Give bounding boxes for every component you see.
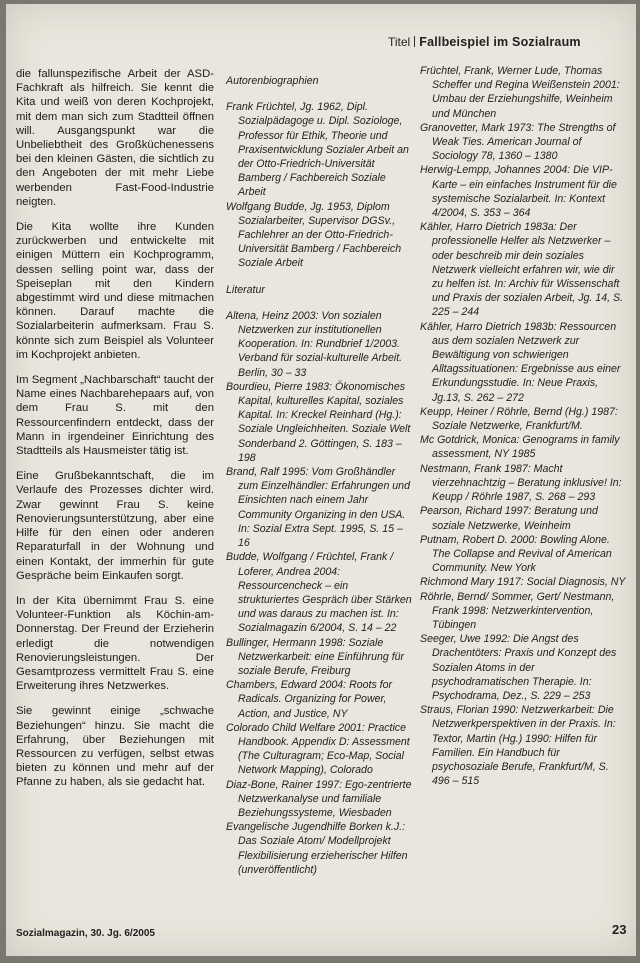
bio-heading: Autorenbiographien [226,75,319,87]
header-label: Titel [388,35,411,49]
page-number: 23 [612,922,627,937]
reference-entry: Granovetter, Mark 1973: The Strengths of Weak Ties. American Journal of Sociology 78, 1360 – 1380 [420,121,616,163]
reference-entry: Bullinger, Hermann 1998: Soziale Netzwerkarbeit: eine Einführung für soziale Berufe, Freiburg [226,636,405,677]
header-section-title: Fallbeispiel im Sozialraum [419,35,581,49]
spacer [226,271,412,283]
reference-entry: Straus, Florian 1990: Netzwerkarbeit: Die Netzwerkperspektiven in der Praxis. In: Textor, Martin (Hg.) 1990: Hilfen für Familien. Ein Handbuch für psychosoziale Berufe, Frankfurt/M, S. 496 – 515 [420,704,616,788]
reference-entry: Nestmann, Frank 1987: Macht vierzehnachtzig – Beratung inklusive! In: Keupp / Röhrle 1987, S. 268 – 293 [420,462,622,504]
journal-citation: Sozialmagazin, 30. Jg. 6/2005 [16,928,155,939]
reference-entry: Colorado Child Welfare 2001: Practice Handbook. Appendix D: Assessment (The Culturagram; Eco-Map, Social Network Mapping), Colorado [226,721,410,777]
reference-entry: Altena, Heinz 2003: Von sozialen Netzwerken zur institutionellen Kooperation. In: Rundbrief 1/2003. Verband für sozial-kulturelle Arbeit. Berlin, 30 – 33 [226,309,403,379]
reference-entry: Kähler, Harro Dietrich 1983b: Ressourcen aus dem sozialen Netzwerk zur Bewältigung von schwierigen Alltagssituationen: Ergebnisse aus einer Erkundungsstudie. In: Neue Praxis, Jg.13, S. 262 – 272 [420,320,621,404]
reference-entry: Brand, Ralf 1995: Vom Großhändler zum Einzelhändler: Erfahrungen und Einsichten nach einem Jahr Community Organizing in den USA. In: Sozial Extra Sept. 1995, S. 15 – 16 [226,466,410,550]
author-bio: Frank Früchtel, Jg. 1962, Dipl. Sozialpädagoge u. Dipl. Soziologe, Professor für Ethik, Theorie und Praxisentwicklung Sozialer Arbeit an der Otto-Friedrich-Universität Bamberg / Fachbereich Soziale Arbeit [226,101,409,199]
reference-entry: Keupp, Heiner / Röhrle, Bernd (Hg.) 1987: Soziale Netzwerke, Frankfurt/M. [420,405,618,433]
author-bio: Wolfgang Budde, Jg. 1953, Diplom Sozialarbeiter, Supervisor DGSv., Fachlehrer an der Otto-Friedrich-Universität Bamberg / Fachbereich Soziale Arbeit [226,200,402,270]
body-paragraph: die fallunspezifische Arbeit der ASD-Fachkraft als hilfreich. Sie kennt die Kita und weiß von deren Kochprojekt, mit dem man sich zum Stadtteil öffnen will. Ausgangspunkt war die Unbeliebtheit des Großküchenessens bei den kleinen Gästen, die sichtlich zu den Angeboten der mit mehr Liebe werbenden Fast-Food-Industrie neigten. [16,68,214,208]
body-paragraph: Eine Grußbekanntschaft, die im Verlaufe des Prozesses dichter wird. Zwar gewinnt Frau S. keine Renovierungsunterstützung, aber eine Hilfe für den einen oder anderen Reparaturfall in der Wohnung und einen Kontakt, der immerhin für gute Gespräche beim Einkaufen sorgt. [16,470,214,582]
body-paragraph: Sie gewinnt einige „schwache Beziehungen“ hinzu. Sie macht die Erfahrung, über Beziehungen mit Ressourcen zu verfügen, selbst etwas bieten zu können und mehr auf der Pfanne zu haben, als sie gedacht hat. [16,705,214,789]
article-body-column [16,67,214,801]
running-header [388,35,636,49]
reference-entry: Putnam, Robert D. 2000: Bowling Alone. The Collapse and Revival of American Community. New York [420,533,612,575]
reference-entry: Evangelische Jugendhilfe Borken k.J.: Das Soziale Atom/ Modellprojekt Flexibilisierung erzieherischer Hilfen (unveröffentlicht) [226,821,408,876]
reference-entry: Richmond Mary 1917: Social Diagnosis, NY [420,576,626,589]
literature-heading: Literatur [226,283,265,296]
reference-entry: Chambers, Edward 2004: Roots for Radicals. Organizing for Power, Action, and Justice, NY [226,679,393,720]
reference-entry: Pearson, Richard 1997: Beratung und soziale Netzwerke, Weinheim [420,505,598,532]
body-paragraph: Im Segment „Nachbarschaft“ taucht der Name eines Nachbarehepaars auf, von dem Frau S. mit den Ressourcenfindern entdeckt, dass der Mann in irgendeiner Einrichtung des Stadtteils als Hausmeister tätig ist. [16,374,214,458]
reference-entry: Früchtel, Frank, Werner Lude, Thomas Scheffer und Regina Weißenstein 2001: Umbau der Erziehungshilfe, Weinheim und München [420,65,620,120]
reference-entry: Röhrle, Bernd/ Sommer, Gert/ Nestmann, Frank 1998: Netzwerkintervention, Tübingen [420,590,615,631]
reference-entry: Herwig-Lempp, Johannes 2004: Die VIP-Karte – ein einfaches Instrument für die systemische Sozialarbeit. In: Kontext 4/2004, S. 353 – 364 [420,164,617,220]
magazine-page [6,4,636,956]
body-paragraph: Die Kita wollte ihre Kunden zurückwerben und entwickelte mit einigen Müttern ein Kochprogramm, dessen selling point war, dass der Speiseplan mit den Kindern abgestimmt wird und diese mitmachen können. Darauf machte die Sozialarbeiterin aufmerksam. Frau S. könnte sich zum Beispiel als Volunteer im Kochprojekt anbieten. [16,221,214,361]
header-divider [414,36,415,47]
reference-entry: Diaz-Bone, Rainer 1997: Ego-zentrierte Netzwerkanalyse und familiale Beziehungssysteme, Wiesbaden [226,778,412,819]
reference-entry: Mc Gotdrick, Monica: Genograms in family assessment, NY 1985 [420,434,620,461]
body-paragraph: In der Kita übernimmt Frau S. eine Volunteer-Funktion als Köchin-am-Donnerstag. Der Freund der Erzieherin erledigt die notwendigen Renovierungsleistungen. Der Gesamtprozess vermittelt Frau S. eine Erweiterung ihres Netzwerkes. [16,594,214,693]
reference-entry: Budde, Wolfgang / Früchtel, Frank / Loferer, Andrea 2004: Ressourcencheck – ein strukturiertes Gespräch über Stärken und was daraus zu machen ist. In: Sozialmagazin 6/2004, S. 14 – 22 [226,551,412,635]
bio-and-literature-column [226,74,412,877]
literature-column-right [420,64,626,788]
reference-entry: Bourdieu, Pierre 1983: Ökonomisches Kapital, kulturelles Kapital, soziales Kapital. In: Kreckel Reinhard (Hg.): Soziale Ungleichheiten. Soziale Welt Sonderband 2. Göttingen, S. 183 – 198 [226,380,411,464]
reference-entry: Kähler, Harro Dietrich 1983a: Der professionelle Helfer als Netzwerker – oder beschreib mir dein soziales Netzwerk vielleicht erfahren wir, wie dir zu helfen ist. In: Archiv für Wissenschaft und Praxis der sozialen Arbeit, Jg. 14, S. 225 – 244 [420,221,623,319]
reference-entry: Seeger, Uwe 1992: Die Angst des Drachentöters: Praxis und Konzept des Sozialen Atoms in der psychodramatischen Therapie. In: Psychodrama, Dez., S. 229 – 253 [420,633,617,702]
